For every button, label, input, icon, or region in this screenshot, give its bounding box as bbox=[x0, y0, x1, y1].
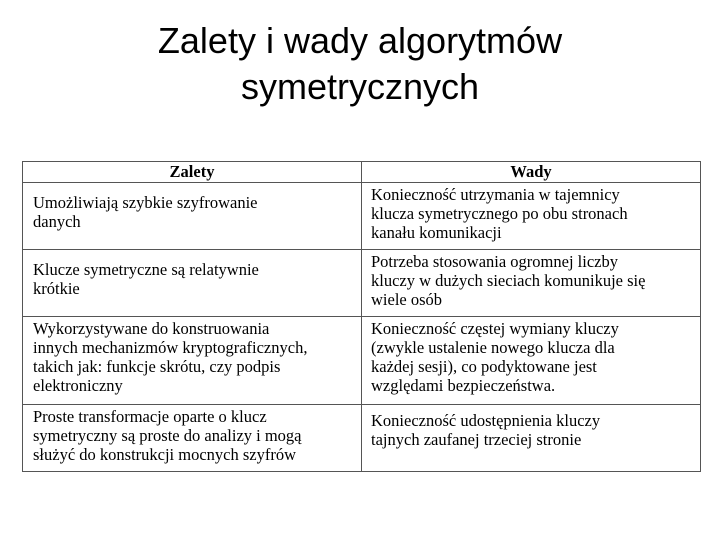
cell-text-line: krótkie bbox=[33, 279, 80, 298]
cell-text-line: względami bezpieczeństwa. bbox=[371, 376, 556, 395]
cell-text-line: wiele osób bbox=[371, 290, 443, 309]
table-row bbox=[23, 183, 701, 250]
comparison-table bbox=[22, 161, 701, 472]
advantage-cell bbox=[23, 250, 362, 317]
cell-text-line: Konieczność udostępnienia kluczy bbox=[371, 411, 601, 430]
disadvantage-cell bbox=[362, 183, 701, 250]
cell-text-line: Wykorzystywane do konstruowania bbox=[33, 319, 270, 338]
cell-text-line: klucza symetrycznego po obu stronach bbox=[371, 204, 628, 223]
cell-text-line: Konieczność utrzymania w tajemnicy bbox=[371, 185, 620, 204]
slide-title-line-2: symetrycznych bbox=[240, 66, 480, 107]
slide-title-line-1: Zalety i wady algorytmów bbox=[157, 20, 563, 61]
header-disadvantages: Wady bbox=[362, 162, 701, 183]
comparison-table-container bbox=[22, 161, 700, 472]
disadvantage-cell bbox=[362, 405, 701, 472]
advantage-cell bbox=[23, 183, 362, 250]
cell-text-line: symetryczny są proste do analizy i mogą bbox=[33, 426, 302, 445]
cell-text-line: Potrzeba stosowania ogromnej liczby bbox=[371, 252, 618, 271]
cell-text-line: Klucze symetryczne są relatywnie bbox=[33, 260, 259, 279]
table-row bbox=[23, 250, 701, 317]
cell-text-line: kluczy w dużych sieciach komunikuje się bbox=[371, 271, 646, 290]
cell-text-line: elektroniczny bbox=[33, 376, 123, 395]
table-header-row bbox=[23, 162, 701, 183]
cell-text-line: Konieczność częstej wymiany kluczy bbox=[371, 319, 619, 338]
cell-text-line: służyć do konstrukcji mocnych szyfrów bbox=[33, 445, 297, 464]
cell-text-line: takich jak: funkcje skrótu, czy podpis bbox=[33, 357, 281, 376]
header-advantages: Zalety bbox=[23, 162, 362, 183]
disadvantage-cell bbox=[362, 317, 701, 405]
slide-title bbox=[0, 18, 720, 110]
advantage-cell bbox=[23, 317, 362, 405]
cell-text-line: innych mechanizmów kryptograficznych, bbox=[33, 338, 308, 357]
advantage-cell bbox=[23, 405, 362, 472]
cell-text-line: Umożliwiają szybkie szyfrowanie bbox=[33, 193, 258, 212]
cell-text-line: każdej sesji), co podyktowane jest bbox=[371, 357, 597, 376]
cell-text-line: danych bbox=[33, 212, 81, 231]
cell-text-line: tajnych zaufanej trzeciej stronie bbox=[371, 430, 582, 449]
table-row bbox=[23, 317, 701, 405]
cell-text-line: Proste transformacje oparte o klucz bbox=[33, 407, 267, 426]
table-row bbox=[23, 405, 701, 472]
cell-text-line: (zwykle ustalenie nowego klucza dla bbox=[371, 338, 615, 357]
cell-text-line: kanału komunikacji bbox=[371, 223, 502, 242]
disadvantage-cell bbox=[362, 250, 701, 317]
